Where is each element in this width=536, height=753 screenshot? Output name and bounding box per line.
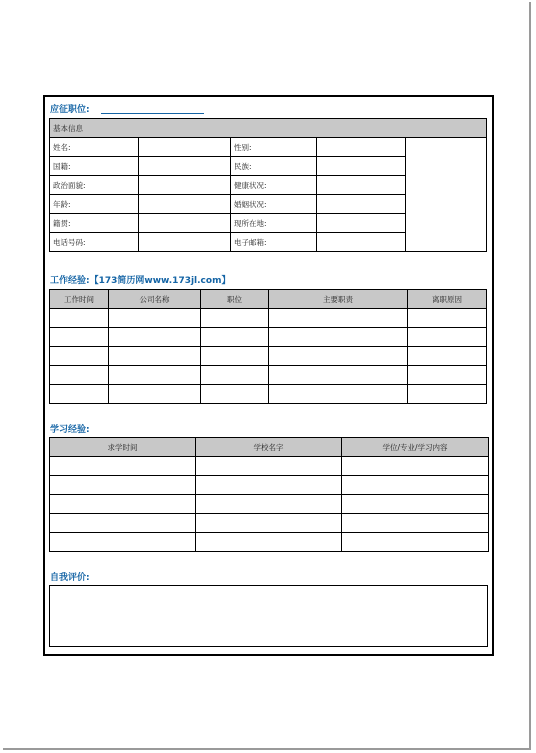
field-label: 政治面貌: (50, 176, 139, 195)
table-cell[interactable] (269, 385, 408, 404)
table-cell[interactable] (50, 457, 196, 476)
field-value[interactable] (139, 157, 231, 176)
table-cell[interactable] (269, 347, 408, 366)
position-input-line[interactable] (101, 102, 204, 114)
field-value[interactable] (317, 157, 406, 176)
table-row (50, 347, 487, 366)
field-label: 电子邮箱: (231, 233, 317, 252)
table-cell[interactable] (342, 514, 489, 533)
table-cell[interactable] (50, 347, 109, 366)
site-link[interactable]: www.173jl.com (144, 276, 222, 286)
table-cell[interactable] (196, 457, 342, 476)
field-value[interactable] (139, 233, 231, 252)
col-header: 学校名字 (196, 438, 342, 457)
field-label: 健康状况: (231, 176, 317, 195)
field-value[interactable] (139, 138, 231, 157)
field-value[interactable] (317, 195, 406, 214)
work-label-prefix: 工作经验:【173简历网 (50, 276, 145, 286)
table-row (50, 514, 489, 533)
field-label: 国籍: (50, 157, 139, 176)
col-header: 职位 (201, 290, 269, 309)
table-cell[interactable] (408, 328, 487, 347)
table-cell[interactable] (408, 347, 487, 366)
table-cell[interactable] (342, 533, 489, 552)
table-cell[interactable] (50, 366, 109, 385)
table-cell[interactable] (50, 385, 109, 404)
field-label: 性别: (231, 138, 317, 157)
table-cell[interactable] (201, 309, 269, 328)
col-header: 求学时间 (50, 438, 196, 457)
field-value[interactable] (317, 233, 406, 252)
table-cell[interactable] (196, 533, 342, 552)
field-label: 籍贯: (50, 214, 139, 233)
table-cell[interactable] (201, 328, 269, 347)
table-cell[interactable] (109, 309, 201, 328)
col-header: 公司名称 (109, 290, 201, 309)
work-label-suffix: 】 (221, 276, 231, 286)
col-header: 主要职责 (269, 290, 408, 309)
self-evaluation-box[interactable] (49, 585, 488, 647)
col-header: 离职原因 (408, 290, 487, 309)
table-cell[interactable] (50, 514, 196, 533)
table-row (50, 457, 489, 476)
table-cell[interactable] (269, 328, 408, 347)
table-cell[interactable] (50, 495, 196, 514)
table-row (50, 476, 489, 495)
table-cell[interactable] (408, 366, 487, 385)
table-cell[interactable] (269, 309, 408, 328)
basic-info-table (49, 118, 487, 252)
table-cell[interactable] (196, 514, 342, 533)
field-value[interactable] (317, 176, 406, 195)
table-cell[interactable] (201, 385, 269, 404)
table-row (50, 328, 487, 347)
field-value[interactable] (139, 195, 231, 214)
field-label: 年龄: (50, 195, 139, 214)
table-row (50, 309, 487, 328)
table-row (50, 366, 487, 385)
table-cell[interactable] (196, 495, 342, 514)
field-label: 现所在地: (231, 214, 317, 233)
field-value[interactable] (317, 214, 406, 233)
table-cell[interactable] (109, 347, 201, 366)
table-row (50, 495, 489, 514)
table-cell[interactable] (109, 366, 201, 385)
table-cell[interactable] (50, 533, 196, 552)
field-label: 姓名: (50, 138, 139, 157)
field-value[interactable] (139, 176, 231, 195)
table-cell[interactable] (109, 328, 201, 347)
table-cell[interactable] (201, 347, 269, 366)
basic-info-header: 基本信息 (50, 119, 487, 138)
table-cell[interactable] (50, 309, 109, 328)
table-cell[interactable] (269, 366, 408, 385)
study-experience-table (49, 437, 489, 552)
field-label: 电话号码: (50, 233, 139, 252)
table-cell[interactable] (50, 328, 109, 347)
field-label: 民族: (231, 157, 317, 176)
field-value[interactable] (139, 214, 231, 233)
table-row (50, 385, 487, 404)
self-evaluation-label: 自我评价: (50, 573, 90, 583)
table-cell[interactable] (408, 309, 487, 328)
work-experience-label (50, 273, 230, 286)
photo-box (406, 138, 487, 252)
table-cell[interactable] (342, 457, 489, 476)
table-row (50, 533, 489, 552)
table-cell[interactable] (408, 385, 487, 404)
table-cell[interactable] (109, 385, 201, 404)
position-label: 应征职位: (50, 105, 90, 115)
field-label: 婚姻状况: (231, 195, 317, 214)
col-header: 学位/专业/学习内容 (342, 438, 489, 457)
table-cell[interactable] (201, 366, 269, 385)
table-cell[interactable] (196, 476, 342, 495)
field-value[interactable] (317, 138, 406, 157)
table-cell[interactable] (50, 476, 196, 495)
work-experience-table (49, 289, 487, 404)
col-header: 工作时间 (50, 290, 109, 309)
study-experience-label: 学习经验: (50, 425, 90, 435)
table-cell[interactable] (342, 495, 489, 514)
table-cell[interactable] (342, 476, 489, 495)
